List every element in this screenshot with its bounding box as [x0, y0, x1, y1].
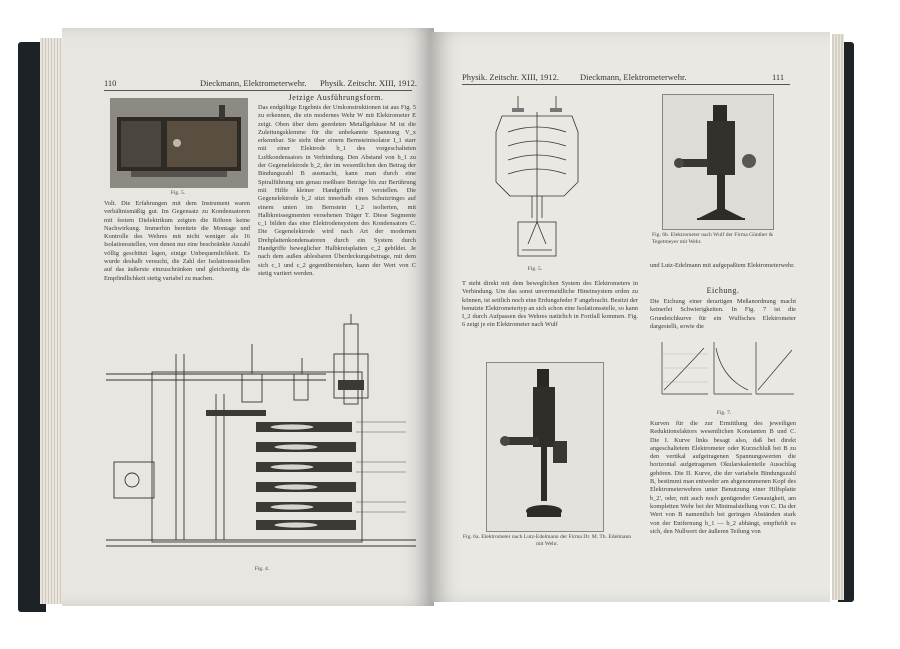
header-rule	[104, 90, 412, 91]
page-edges-right	[832, 34, 844, 600]
fig4-drawing	[106, 314, 416, 564]
fig5-caption: Fig. 5.	[170, 190, 186, 196]
right-running-head-journal: Physik. Zeitschr. XIII, 1912.	[462, 72, 560, 82]
right-page	[430, 32, 830, 602]
left-running-head-author: Dieckmann, Elektrometerwehr.	[200, 78, 307, 88]
section-heading-eichung: Eichung.	[706, 286, 740, 295]
fig6a-caption: Fig. 6a. Elektrometer nach Lutz-Edelmann der Firma Dr. M. Th. Edelmann mit Wehr.	[462, 534, 632, 547]
fig5-caption: Fig. 5.	[527, 266, 543, 272]
fig6b-caption: Fig. 6b. Elektrometer nach Wulf der Firma Günther & Tegetmeyer mit Wehr.	[652, 232, 774, 245]
left-page-text-column-2: Das endgültige Ergebnis der Umkonstruktionen ist aus Fig. 5 zu erkennen, die ein modernes Wehr W mit Elektrometer E zeigt. Oben über dem geerdeten Metallgehäuse M ist die Zuleitungsklemme für die unbekannte Spannung V_x erkennbar. Sie steht über einem Bernsteinisolator I_1 starr mit einer Elektrode b_1 des vorgeschalteten Luftkondensators in Verbindung. Den Abstand von b_1 zu der Gegenelektrode b_2, der im wesentlichen den Betrag der Bindungszahl B ausmacht, kann man durch eine Spiralführung um genau meßbare Beträge bis zur Berührung mit Hilfe kleiner Handgriffe H verstellen. Die Gegenelektrode b_2 sitzt innerhalb eines Schutzringes auf einem unten im Bernstein I_2 isolierten, mit Halbkreissegmenten versehenen Träger T. Diese Segmente c_1 bilden das eine Elektrodensystem des Kondensators C. Die Gegenelektrode wird nach Art der modernen Drehplattenkondensatoren durch ein System durch Handgriffe beweglicher Halbkreisplatten c_2 gebildet. Je nach dem außen ablesbaren Überdeckungsbetrage, mit dem sich c_1 und c_2 gegenüberstehen, kann der Wert von C stetig variiert werden.	[258, 104, 416, 277]
right-running-head-author: Dieckmann, Elektrometerwehr.	[580, 72, 687, 82]
fig5-schematic	[482, 92, 592, 262]
fig7-calibration-curves	[652, 338, 798, 408]
left-page-text-column-1: Volt. Die Erfahrungen mit dem Instrument waren verhältnismäßig gut. Im Gegensatz zu Kondensatoren mit festem Dielektrikum zeigten die Röhren keine Nachwirkung. Immerhin bereitete die Montage und Kontrolle des Wehres mit nicht weniger als 16 Isolationsstellen, von denen nur eine beschränkte Anzahl völlig geschützt lagen, einige Unbequemlichkeit. Es wurde deshalb versucht, die Zahl der Isolationsstellen auf das äußerste einzuschränken und gleichzeitig die Empfindlichkeit stetig variabel zu machen.	[104, 200, 250, 282]
right-page-text-column-2-mid: Die Eichung einer derartigen Meßanordnung macht keinerlei Schwierigkeiten. In Fig. 7 ist die Grundeichkurve für ein Wulfsches Elektrometer dargestellt, sowie die	[650, 298, 796, 330]
fig6a-photo	[486, 362, 604, 532]
header-rule	[462, 84, 790, 85]
section-heading-ausfuehrungsform: Jetzige Ausführungsform.	[288, 93, 384, 102]
right-page-text-column-2-top: und Lutz-Edelmann mit aufgepaßtem Elektrometerwehr.	[650, 262, 795, 269]
fig5-photo	[110, 98, 248, 188]
left-page-number: 110	[104, 78, 117, 88]
right-page-text-column-1: T steht direkt mit dem beweglichen System des Elektrometers in Verbindung. Um das sonst unvermeidliche Hineinsystem erden zu können, ist seitlich noch eine Erdungsfeder F angebracht. Besitzt der benutzte Elektrometertyp an sich schon eine Isolationsstelle, so kann I_2 durch Aufpassen des Wehres natürlich in Fortfall kommen. Fig. 6 zeigt je ein Elektrometer nach Wulf	[462, 280, 638, 329]
fig4-caption: Fig. 4.	[254, 566, 270, 572]
right-page-number: 111	[772, 72, 785, 82]
right-page-text-column-2-bottom: Kurven für die zur Ermittlung des jeweiligen Reduktionsfaktors wesentlichen Konstanten B und C. Die I. Kurve links besagt also, daß bei direkt angeschaltetem Elektrometer oder Kurzschluß bei B zu den vertikal aufgetragenen Spannungswerten die horizontal aufgetragenen Okularskalenteile Ausschlag gehören. Die II. Kurve, die der variabeln Bindungszahl B, bestimmt man entweder am abgenommenen Kopf des Elektrometerwehres unter Benutzung einer Hilfsplatte b_2', oder, mit auch noch genügender Genauigkeit, am kompletten Wehr bei der Minimalstellung von C. Da der Wert von B namentlich bei geringen Abständen stark von der Entfernung b_1 — b_2 abhängt, empfiehlt es sich, den Nullwert der äußeren Teilung von	[650, 420, 796, 535]
left-page	[62, 28, 434, 606]
fig6b-photo	[662, 94, 774, 230]
open-book	[18, 28, 848, 613]
left-running-head-journal: Physik. Zeitschr. XIII, 1912.	[320, 78, 418, 88]
fig7-caption: Fig. 7.	[716, 410, 732, 416]
